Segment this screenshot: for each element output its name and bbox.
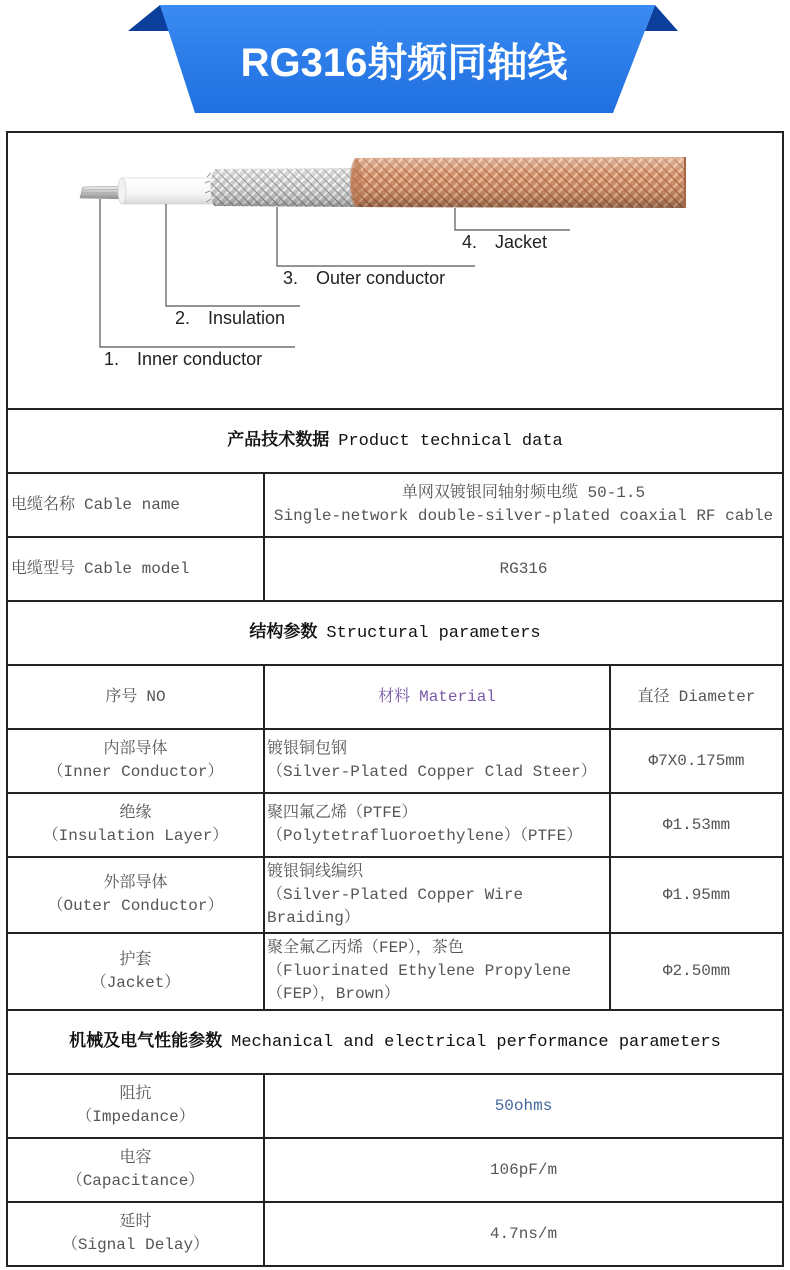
- part-name-zh: 内部导体: [103, 740, 168, 758]
- column-header-text: [638, 686, 756, 709]
- table-row: [8, 934, 782, 1011]
- label-number: 2.: [175, 308, 191, 328]
- value-line: RG316: [499, 559, 548, 578]
- jacket-drawing: [350, 157, 686, 208]
- section-title-en: Mechanical and electrical performance parameters: [231, 1032, 721, 1052]
- column-header-text: [105, 686, 165, 709]
- part-name-zh: 绝缘: [119, 804, 152, 822]
- cable-name-value: [265, 474, 782, 536]
- insulation-drawing: [118, 178, 218, 204]
- diameter-cell: [611, 730, 782, 792]
- material-zh: 聚全氟乙丙烯（FEP），茶色: [267, 939, 464, 957]
- table-row: [8, 538, 782, 602]
- outer-conductor-drawing: [205, 168, 362, 207]
- spec-sheet: [6, 131, 784, 1267]
- table-row: [8, 1139, 782, 1203]
- cable-name-label: [8, 474, 265, 536]
- cable-model-label: [8, 538, 265, 600]
- table-row: [8, 474, 782, 538]
- column-header-zh: 材料: [378, 687, 411, 706]
- material-cell: [265, 730, 611, 792]
- section-title-zh: 机械及电气性能参数: [69, 1032, 223, 1052]
- product-section-header: [8, 410, 782, 472]
- page-title: RG316射频同轴线: [240, 41, 568, 85]
- cable-model-value: [265, 538, 782, 600]
- structure-column-header-row: [8, 666, 782, 730]
- parameter-zh: 阻抗: [119, 1085, 152, 1103]
- column-header-material: [265, 666, 611, 728]
- performance-section-header-row: [8, 1011, 782, 1075]
- section-title: [249, 622, 540, 645]
- part-cell: [8, 794, 265, 856]
- section-title-en: Structural parameters: [326, 623, 541, 643]
- value-line: Single-network double-silver-plated coaxial RF cable: [273, 507, 774, 525]
- part-name-en: （Jacket）: [90, 973, 181, 992]
- row-label-en: Cable model: [84, 559, 190, 578]
- row-label-en: Cable name: [84, 495, 181, 514]
- label-name: Jacket: [495, 232, 548, 252]
- column-header-zh: 序号: [105, 687, 138, 706]
- label-number: 4.: [462, 232, 478, 252]
- parameter-cell: [8, 1139, 265, 1201]
- column-header-en: Material: [419, 687, 496, 706]
- section-title-en: Product technical data: [338, 431, 563, 451]
- material-zh: 镀银铜线编织: [267, 862, 364, 881]
- diameter-value: Φ1.95mm: [662, 885, 731, 904]
- material-cell: [265, 794, 611, 856]
- label-name: Insulation: [208, 308, 286, 328]
- material-en: （Polytetrafluoroethylene）（PTFE）: [267, 827, 583, 845]
- label-number: 3.: [283, 268, 299, 288]
- label-name: Outer conductor: [316, 268, 446, 288]
- leader-insulation: [166, 204, 300, 306]
- part-name-zh: 外部导体: [103, 874, 168, 892]
- structure-section-header: [8, 602, 782, 664]
- diameter-cell: [611, 858, 782, 932]
- label-outer-conductor: [283, 268, 445, 288]
- column-header-text: [378, 686, 496, 709]
- diameter-cell: [611, 934, 782, 1009]
- diameter-value: Φ2.50mm: [662, 962, 731, 980]
- cable-diagram-cell: [8, 133, 782, 408]
- cable-diagram-row: [8, 133, 782, 410]
- part-cell: [8, 934, 265, 1009]
- column-header-en: NO: [146, 687, 166, 706]
- structure-section-header-row: [8, 602, 782, 666]
- section-title-zh: 产品技术数据: [227, 431, 330, 451]
- table-row: [8, 730, 782, 794]
- part-cell: [8, 730, 265, 792]
- parameter-value-cell: [265, 1075, 782, 1137]
- leader-jacket: [455, 208, 570, 230]
- parameter-en: （Impedance）: [76, 1108, 195, 1126]
- diameter-value: Φ1.53mm: [662, 815, 731, 834]
- section-title-zh: 结构参数: [249, 623, 318, 643]
- diameter-value: Φ7X0.175mm: [648, 751, 745, 770]
- section-title: [69, 1031, 721, 1054]
- column-header-no: [8, 666, 265, 728]
- column-header-zh: 直径: [637, 687, 670, 706]
- material-en: （Silver-Plated Copper Wire Braiding）: [267, 885, 524, 927]
- label-number: 1.: [104, 349, 120, 369]
- parameter-value: 4.7ns/m: [489, 1224, 558, 1243]
- table-row: [8, 858, 782, 934]
- row-label: [11, 558, 190, 581]
- material-en: （Silver-Plated Copper Clad Steer）: [267, 763, 597, 781]
- parameter-cell: [8, 1075, 265, 1137]
- label-name: Inner conductor: [137, 349, 263, 369]
- value-line: 单网双镀银同轴射频电缆 50-1.5: [401, 484, 646, 502]
- title-banner: [0, 0, 790, 118]
- section-title: [227, 430, 562, 453]
- performance-section-header: [8, 1011, 782, 1073]
- column-header-diameter: [611, 666, 782, 728]
- parameter-cell: [8, 1203, 265, 1265]
- diameter-cell: [611, 794, 782, 856]
- cable-diagram: [8, 133, 782, 408]
- product-section-header-row: [8, 410, 782, 474]
- part-name-en: （Insulation Layer）: [42, 827, 229, 845]
- material-en: （Fluorinated Ethylene Propylene（FEP），Brown）: [267, 962, 572, 1003]
- table-row: [8, 1075, 782, 1139]
- label-jacket: [462, 232, 547, 252]
- material-cell: [265, 934, 611, 1009]
- parameter-zh: 电容: [119, 1149, 152, 1167]
- parameter-en: （Capacitance）: [66, 1172, 205, 1190]
- material-zh: 镀银铜包钢: [267, 740, 348, 758]
- leader-outer-conductor: [277, 207, 478, 266]
- parameter-en: （Signal Delay）: [61, 1236, 210, 1254]
- part-name-en: （Outer Conductor）: [47, 897, 224, 915]
- row-label-zh: 电缆名称: [11, 495, 76, 514]
- label-insulation: [175, 308, 285, 328]
- parameter-value-cell: [265, 1203, 782, 1265]
- column-header-en: Diameter: [678, 687, 756, 706]
- material-zh: 聚四氟乙烯（PTFE）: [267, 804, 418, 822]
- material-cell: [265, 858, 611, 932]
- part-cell: [8, 858, 265, 932]
- parameter-value-cell: [265, 1139, 782, 1201]
- row-label: [11, 494, 180, 517]
- part-name-en: （Inner Conductor）: [47, 763, 224, 781]
- table-row: [8, 794, 782, 858]
- parameter-zh: 延时: [119, 1213, 152, 1231]
- part-name-zh: 护套: [119, 950, 152, 969]
- table-row: [8, 1203, 782, 1267]
- label-inner-conductor: [104, 349, 262, 369]
- parameter-value: 50ohms: [494, 1096, 553, 1115]
- parameter-value: 106pF/m: [489, 1160, 558, 1179]
- row-label-zh: 电缆型号: [11, 559, 76, 578]
